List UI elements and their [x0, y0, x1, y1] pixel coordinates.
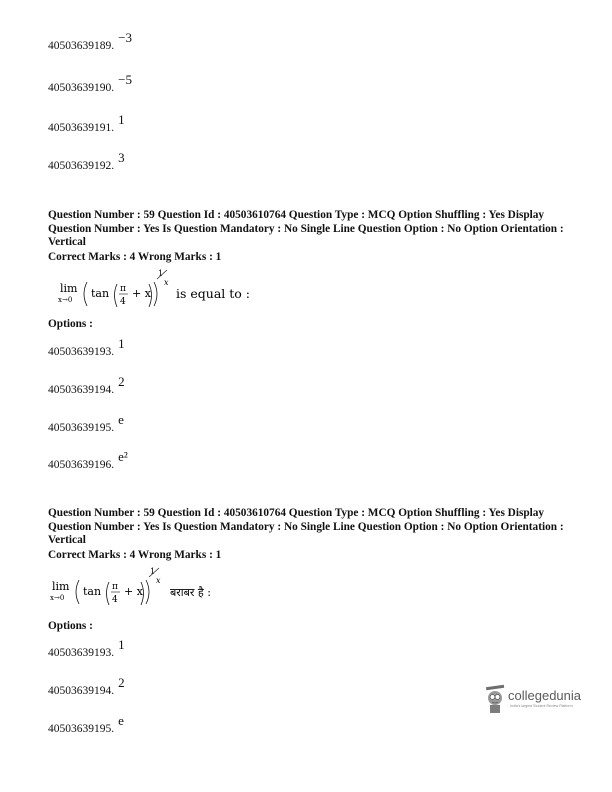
- option-id: 40503639189.: [48, 40, 115, 52]
- question-marks: Correct Marks : 4 Wrong Marks : 1: [48, 251, 222, 263]
- option-value: −3: [118, 30, 132, 45]
- option-value: e: [118, 412, 124, 427]
- option-id: 40503639194.: [48, 685, 115, 697]
- exp-numerator: 1: [158, 269, 164, 278]
- option-id: 40503639193.: [48, 346, 115, 358]
- inner-bracket-left: [107, 582, 110, 605]
- option-row: [48, 30, 132, 53]
- option-row: [48, 336, 125, 359]
- option-value: 1: [118, 637, 125, 652]
- lim-text: lim: [60, 282, 78, 295]
- option-row: [48, 449, 128, 472]
- logo-wordmark: collegedunia: [508, 688, 582, 703]
- outer-bracket-right: [154, 282, 157, 306]
- question-marks: Correct Marks : 4 Wrong Marks : 1: [48, 549, 222, 561]
- plus-x-text: + x: [124, 585, 143, 598]
- collegedunia-logo: [484, 682, 584, 716]
- tan-text: tan: [91, 287, 110, 300]
- statement-tail: is equal to :: [176, 286, 250, 301]
- logo-tagline: India's largest Student Review Platform: [510, 704, 573, 708]
- lim-subscript: x→0: [50, 594, 65, 602]
- exp-denominator: x: [156, 576, 161, 585]
- option-row: [48, 112, 125, 135]
- pi-text: π: [112, 582, 118, 592]
- lim-text: lim: [52, 580, 70, 593]
- question-header: Question Number : 59 Question Id : 40503610764 Question Type : MCQ Option Shuffling : Yes Display Question Number : Yes Is Question Mandatory : No Single Line Question Option : No Option Orientation : Vertical: [48, 209, 564, 248]
- four-text: 4: [112, 595, 118, 605]
- option-id: 40503639195.: [48, 723, 115, 735]
- question-header: Question Number : 59 Question Id : 40503610764 Question Type : MCQ Option Shuffling : Yes Display Question Number : Yes Is Question Mandatory : No Single Line Question Option : No Option Orientation : Vertical: [48, 507, 564, 546]
- option-id: 40503639191.: [48, 122, 115, 134]
- exp-denominator: x: [164, 278, 169, 287]
- outer-bracket-right: [146, 580, 149, 604]
- plus-x-text: + x: [132, 287, 151, 300]
- inner-bracket-left: [115, 284, 118, 307]
- limit-expression: [54, 268, 294, 314]
- option-id: 40503639195.: [48, 422, 115, 434]
- option-id: 40503639194.: [48, 384, 115, 396]
- option-id: 40503639193.: [48, 647, 115, 659]
- option-row: [48, 675, 125, 698]
- lim-subscript: x→0: [58, 296, 73, 304]
- question-statement: [54, 268, 294, 314]
- option-value: 2: [118, 675, 125, 690]
- option-value: e²: [118, 449, 128, 464]
- option-id: 40503639190.: [48, 82, 115, 94]
- option-row: [48, 637, 125, 660]
- option-value: 1: [118, 112, 125, 127]
- option-row: [48, 72, 132, 95]
- option-row: [48, 374, 125, 397]
- tan-text: tan: [83, 585, 102, 598]
- outer-bracket-left: [84, 282, 87, 306]
- option-value: −5: [118, 72, 132, 87]
- option-value: 1: [118, 336, 125, 351]
- four-text: 4: [120, 297, 126, 307]
- outer-bracket-left: [76, 580, 79, 604]
- options-label: Options :: [48, 318, 93, 330]
- pi-text: π: [120, 284, 126, 294]
- statement-tail: बराबर है :: [170, 586, 211, 599]
- question-statement: [48, 566, 288, 612]
- option-id: 40503639192.: [48, 160, 115, 172]
- option-row: [48, 412, 124, 435]
- option-id: 40503639196.: [48, 459, 115, 471]
- option-row: [48, 713, 124, 736]
- option-value: e: [118, 713, 124, 728]
- options-label: Options :: [48, 620, 93, 632]
- limit-expression: [48, 566, 288, 612]
- exp-numerator: 1: [150, 567, 156, 576]
- option-row: [48, 150, 125, 173]
- option-value: 3: [118, 150, 125, 165]
- option-value: 2: [118, 374, 125, 389]
